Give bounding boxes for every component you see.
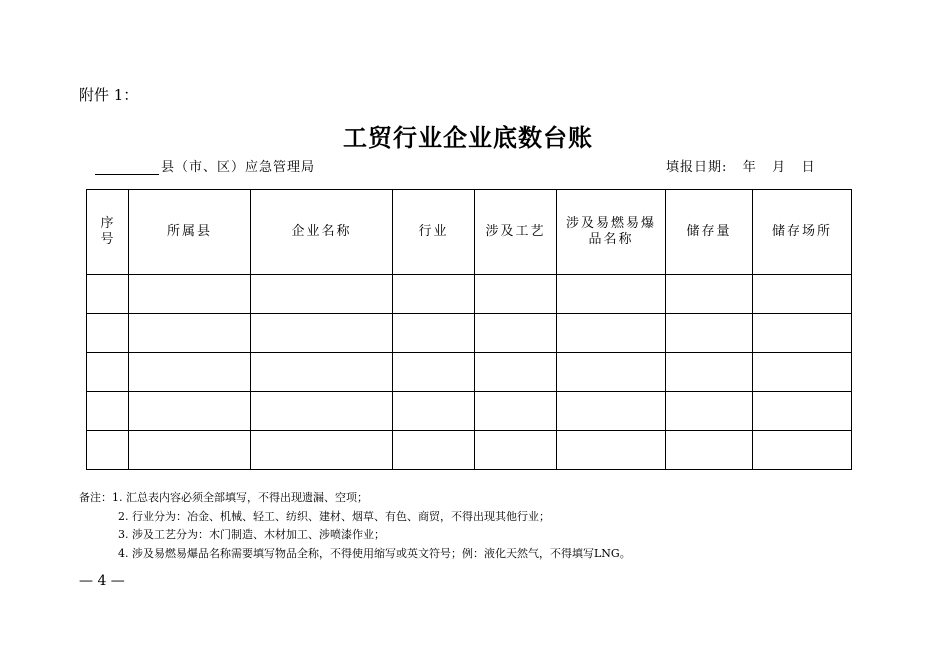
table-cell bbox=[393, 392, 475, 431]
table-row bbox=[87, 275, 852, 314]
table-cell bbox=[87, 392, 129, 431]
header-row bbox=[87, 190, 852, 275]
table-cell bbox=[753, 314, 852, 353]
table-cell bbox=[666, 431, 753, 470]
county-blank-field bbox=[95, 161, 159, 175]
county-line bbox=[95, 156, 315, 175]
ledger-table bbox=[86, 189, 852, 470]
table-cell bbox=[393, 275, 475, 314]
table-cell bbox=[753, 431, 852, 470]
table-cell bbox=[87, 275, 129, 314]
table-cell bbox=[557, 392, 666, 431]
table-cell bbox=[666, 353, 753, 392]
table-row bbox=[87, 314, 852, 353]
table-cell bbox=[475, 314, 557, 353]
attachment-label: 附件 1： bbox=[79, 86, 139, 104]
table-cell bbox=[393, 353, 475, 392]
table-cell bbox=[87, 314, 129, 353]
table-cell bbox=[475, 392, 557, 431]
table-cell bbox=[251, 314, 393, 353]
note-line-2: 2. 行业分为：冶金、机械、轻工、纺织、建材、烟草、有色、商贸，不得出现其他行业； bbox=[118, 509, 550, 523]
header-process: 涉及工艺 bbox=[475, 190, 557, 275]
county-label: 县（市、区）应急管理局 bbox=[161, 160, 316, 175]
table-cell bbox=[129, 392, 251, 431]
header-hazardous-goods-text: 涉及易燃易爆品名称 bbox=[565, 216, 656, 247]
table-row bbox=[87, 353, 852, 392]
table-cell bbox=[129, 314, 251, 353]
table-cell bbox=[475, 353, 557, 392]
table-cell bbox=[753, 392, 852, 431]
notes-section bbox=[79, 489, 631, 563]
header-storage-amount: 储存量 bbox=[666, 190, 753, 275]
document-title: 工贸行业企业底数台账 bbox=[343, 123, 593, 152]
fill-date-label: 填报日期: 年 月 日 bbox=[666, 160, 816, 175]
header-hazardous-goods bbox=[557, 190, 666, 275]
table-cell bbox=[393, 314, 475, 353]
header-storage-location: 储存场所 bbox=[753, 190, 852, 275]
table-cell bbox=[87, 353, 129, 392]
note-line-1: 备注：1. 汇总表内容必须全部填写，不得出现遗漏、空项； bbox=[79, 491, 368, 504]
table-cell bbox=[557, 314, 666, 353]
table-cell bbox=[393, 431, 475, 470]
header-county: 所属县 bbox=[129, 190, 251, 275]
table-cell bbox=[557, 431, 666, 470]
table-cell bbox=[557, 275, 666, 314]
page-number: — 4 — bbox=[79, 573, 125, 589]
table-cell bbox=[475, 431, 557, 470]
table-row bbox=[87, 431, 852, 470]
note-line-4: 4. 涉及易燃易爆品名称需要填写物品全称，不得使用缩写或英文符号；例：液化天然气，不得填写LNG。 bbox=[118, 546, 631, 560]
table-cell bbox=[557, 353, 666, 392]
header-company-name: 企业名称 bbox=[251, 190, 393, 275]
table-cell bbox=[475, 275, 557, 314]
note-line-3: 3. 涉及工艺分为：木门制造、木材加工、涉喷漆作业； bbox=[118, 528, 385, 541]
table-row bbox=[87, 392, 852, 431]
table-cell bbox=[251, 275, 393, 314]
table-cell bbox=[251, 392, 393, 431]
table-cell bbox=[666, 392, 753, 431]
header-industry: 行业 bbox=[393, 190, 475, 275]
table-cell bbox=[753, 353, 852, 392]
table-cell bbox=[251, 431, 393, 470]
header-seq-text: 序号 bbox=[100, 216, 116, 247]
table-cell bbox=[129, 275, 251, 314]
table-cell bbox=[129, 353, 251, 392]
table-cell bbox=[87, 431, 129, 470]
table-cell bbox=[753, 275, 852, 314]
table-cell bbox=[666, 275, 753, 314]
table-cell bbox=[129, 431, 251, 470]
table-cell bbox=[251, 353, 393, 392]
header-seq bbox=[87, 190, 129, 275]
table-cell bbox=[666, 314, 753, 353]
